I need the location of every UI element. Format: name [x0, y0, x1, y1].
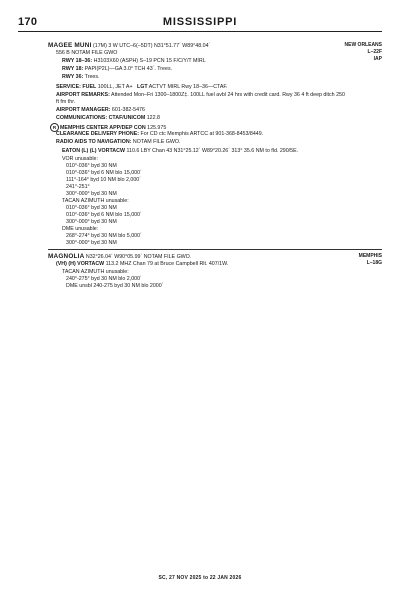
restriction-line: 010°-036° byd 6 NM blo 15,000´	[66, 170, 142, 176]
runway-36: RWY 36: Trees.	[62, 74, 100, 80]
airport-name: MAGEE MUNI	[48, 42, 92, 49]
clearance-delivery: CLEARANCE DELIVERY PHONE: For CD ctc Memphis ARTCC at 901-368-8453/8449.	[56, 131, 264, 137]
restriction-line: 268°-274° byd 30 NM blo 5,000´	[66, 233, 142, 239]
restriction-line: 300°-000° byd 30 NM	[66, 219, 117, 225]
radar-symbol-icon: R	[50, 123, 59, 132]
runway-18-36: RWY 18–36: H3103X60 (ASPH) S–19 PCN 15 F/C/Y/T MIRL	[62, 58, 206, 64]
airport-remarks: AIRPORT REMARKS: Attended Mon–Fri 1300–1800Z‡. 100LL fuel avbl 24 hrs with credit card. Rwy 36 4 ft deep ditch 250 ft fm thr.	[56, 92, 345, 105]
restriction-line: 300°-000° byd 30 NM	[66, 240, 117, 246]
restriction-line: 111°-164° byd 10 NM blo 2,000´	[66, 177, 142, 183]
effective-dates-footer: SC, 27 NOV 2025 to 22 JAN 2026	[158, 575, 242, 581]
restriction-line: DME unsbl 240-275 byd 30 NM blo 2000´	[66, 283, 164, 289]
magnolia-right-col	[359, 253, 382, 267]
entry-separator	[48, 249, 382, 250]
communications: COMMUNICATIONS: CTAF/UNICOM 122.8	[56, 115, 160, 121]
runway-18: RWY 18: PAPI(P2L)—GA 3.0° TCH 43´. Trees.	[62, 66, 173, 72]
restriction-line: 010°-036° byd 30 NM	[66, 205, 117, 211]
sectional-name: MEMPHIS	[358, 253, 382, 259]
magnolia-title-line	[48, 253, 191, 261]
airport-entry-magee	[48, 42, 382, 277]
state-title: MISSISSIPPI	[162, 16, 238, 28]
enroute-chart: L–22F	[367, 49, 382, 55]
magee-right-col	[345, 42, 383, 63]
airport-location: (17M) 3 W UTC–6(–5DT) N31°51.77´ W89°48.04´	[93, 43, 211, 49]
restriction-line: 010°-036° byd 30 NM	[66, 163, 117, 169]
airport-manager: AIRPORT MANAGER: 601-382-5476	[56, 107, 145, 113]
restriction-line: DME unusable:	[62, 226, 99, 232]
magee-title-line	[48, 42, 210, 50]
magnolia-vortac-line: (VH) (H) VORTACW 113.2 MHZ Chan 79 at Bruce Campbell Rlt. 407/1W.	[56, 261, 229, 267]
navaid-name: MAGNOLIA	[48, 253, 85, 260]
restriction-line: 240°-275° byd 30 NM blo 2,000´	[66, 276, 142, 282]
restriction-line: VOR unusable:	[62, 156, 98, 162]
restriction-line: 010°-036° byd 6 NM blo 15,000´	[66, 212, 142, 218]
iap-flag: IAP	[373, 56, 382, 62]
radio-aids: RADIO AIDS TO NAVIGATION: NOTAM FILE GWO.	[56, 139, 181, 145]
service-line: SERVICE: FUEL 100LL, JET A+ LGT ACTVT MIRL Rwy 18–36—CTAF.	[56, 84, 228, 90]
enroute-chart: L–18G	[366, 260, 382, 266]
restriction-line: TACAN AZIMUTH unusable:	[62, 269, 129, 275]
center-app-dep: R MEMPHIS CENTER APP/DEP CON 125.975	[50, 123, 166, 132]
sectional-name: NEW ORLEANS	[344, 42, 382, 48]
navaid-location: N32°26.04´ W90°05.99´ NOTAM FILE GWO.	[85, 254, 192, 260]
page-number: 170	[18, 16, 38, 28]
restriction-line: 300°-000° byd 30 NM	[66, 191, 117, 197]
restriction-line: 241°-251°	[66, 184, 90, 190]
magee-elevation-line: 556 B NOTAM FILE GWO	[56, 50, 118, 56]
header-rule	[18, 31, 382, 32]
restriction-line: TACAN AZIMUTH unusable:	[62, 198, 129, 204]
navaid-entry-magnolia	[48, 253, 382, 323]
vortac-eaton: EATON (L) (L) VORTACW 110.6 LBY Chan 43 N31°25.12´ W89°20.26´ 313° 35.6 NM to fld. 290/5E.	[62, 148, 299, 154]
